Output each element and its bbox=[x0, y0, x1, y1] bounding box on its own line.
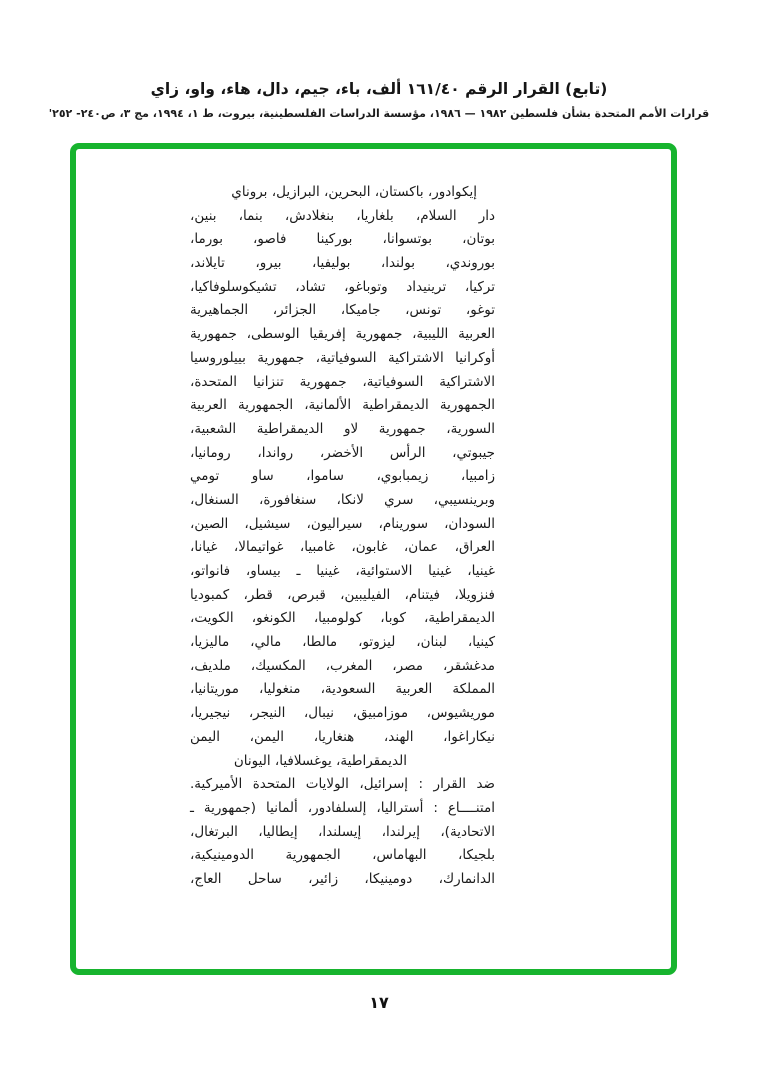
text-line: دار السلام، بلغاريا، بنغلادش، بنما، بنين، bbox=[190, 207, 495, 224]
page-number: ١٧ bbox=[369, 993, 389, 1012]
text-line: فنزويلا، فيتنام، الفيليبين، قبرص، قطر، كمبوديا bbox=[190, 586, 495, 603]
text-line: المملكة العربية السعودية، منغوليا، موريتانيا، bbox=[190, 681, 495, 698]
source-citation-line: قرارات الأمم المتحدة بشأن فلسطين ١٩٨٢ — ١٩٨٦، مؤسسة الدراسات الفلسطينية، بيروت، ط ١، ١٩٩٤، مج ٣، ص٢٤٠- ٢٥٢' bbox=[48, 107, 710, 120]
text-line: أوكرانيا الاشتراكية السوفياتية، جمهورية بييلوروسيا bbox=[190, 349, 495, 366]
text-line: جيبوتي، الرأس الأخضر، رواندا، رومانيا، bbox=[190, 444, 495, 461]
text-line: بوتان، بوتسوانا، بوركينا فاصو، بورما، bbox=[190, 231, 495, 248]
text-line: توغو، تونس، جاميكا، الجزائر، الجماهيرية bbox=[190, 302, 495, 319]
text-line: زامبيا، زيمبابوي، ساموا، ساو تومي bbox=[190, 468, 495, 485]
text-line: السورية، جمهورية لاو الديمقراطية الشعبية، bbox=[190, 420, 495, 437]
text-line: الديمقراطية، كوبا، كولومبيا، الكونغو، الكويت، bbox=[190, 610, 495, 627]
text-line: ضد القرار : إسرائيل، الولايات المتحدة الأميركية. bbox=[190, 776, 495, 793]
text-line: العربية الليبية، جمهورية إفريقيا الوسطى، جمهورية bbox=[190, 326, 495, 343]
resolution-vote-text-block bbox=[190, 181, 495, 892]
text-line: مدغشقر، مصر، المغرب، المكسيك، ملديف، bbox=[190, 657, 495, 674]
text-line: بلجيكا، البهاماس، الجمهورية الدومينيكية، bbox=[190, 847, 495, 864]
text-line: العراق، عمان، غابون، غامبيا، غواتيمالا، غيانا، bbox=[190, 539, 495, 556]
text-line: السودان، سورينام، سيراليون، سيشيل، الصين، bbox=[190, 515, 495, 532]
text-line: كينيا، لبنان، ليزوتو، مالطا، مالي، ماليزيا، bbox=[190, 634, 495, 651]
text-line: الجمهورية الديمقراطية الألمانية، الجمهورية العربية bbox=[190, 397, 495, 414]
text-line: موريشيوس، موزامبيق، نيبال، النيجر، نيجيريا، bbox=[190, 705, 495, 722]
text-line: الاشتراكية السوفياتية، جمهورية تنزانيا المتحدة، bbox=[190, 373, 495, 390]
text-line: الديمقراطية، يوغسلافيا، اليونان bbox=[233, 752, 407, 769]
text-line: وبرينسيبي، سري لانكا، سنغافورة، السنغال، bbox=[190, 491, 495, 508]
text-line: الدانمارك، دومينيكا، زائير، ساحل العاج، bbox=[190, 870, 495, 887]
text-line: غينيا، غينيا الاستوائية، غينيا ـ بيساو، فانواتو، bbox=[190, 563, 495, 579]
text-line: الاتحادية)، إيرلندا، إيسلندا، إيطاليا، البرتغال، bbox=[190, 823, 495, 840]
resolution-header-title: (تابع) القرار الرقم ١٦١/٤٠ ألف، باء، جيم، دال، هاء، واو، زاي bbox=[150, 80, 608, 98]
text-line: إيكوادور، باكستان، البحرين، البرازيل، بروناي bbox=[231, 184, 477, 200]
text-line: امتنــــاع : أستراليا، إلسلفادور، ألمانيا (جمهورية ـ bbox=[190, 799, 495, 816]
text-line: بوروندي، بولندا، بوليفيا، بيرو، تايلاند، bbox=[190, 255, 495, 272]
text-line: تركيا، ترينيداد وتوباغو، تشاد، تشيكوسلوفاكيا، bbox=[190, 278, 495, 295]
text-line: نيكاراغوا، الهند، هنغاريا، اليمن، اليمن bbox=[190, 728, 495, 745]
